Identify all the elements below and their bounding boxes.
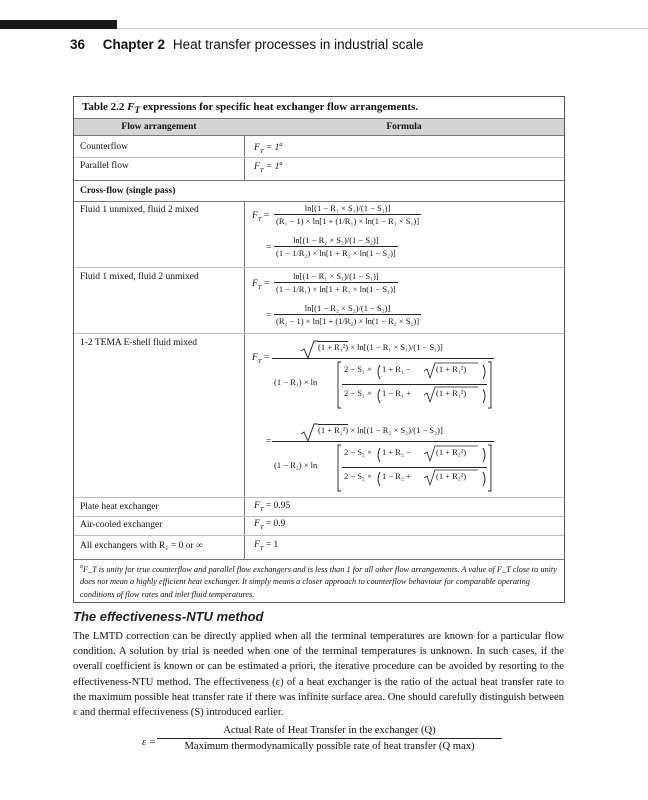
table-title-text: expressions for specific heat exchanger flow arrangements. [142,101,419,113]
ft-table [73,96,565,603]
effectiveness-symbol: ε = [142,737,156,748]
cross2-num2: ln[(1 − R₂ × S₂)/(1 − S₂)] [304,303,391,313]
tema-den2-top-root: (1 + R₂²) [436,447,467,457]
table-footnote: $^a$F_T is unity for true counterflow and parallel flow exchangers and is less than 1 for all other flow arrangements. A value of F_T close to unity does not mean a highly efficient heat exchanger. It simply means a closer approach to counterflow behaviour for comparable operating conditions of flow rates and inlet fluid temperatures. [80,564,557,599]
row-label-tema: 1-2 TEMA E-shell fluid mixed [80,338,197,348]
cross1-num2: ln[(1 − R₂ × S₂)/(1 − S₂)] [293,235,379,245]
row-divider [74,535,564,536]
row-label-plate: Plate heat exchanger [80,502,159,512]
cross2-ft-symbol: $F_T$ = [252,279,270,291]
cross1-den1: (R₁ − 1) × ln[1 + (1/R₁) × ln(1 − R₁ × S₁)] [276,216,420,226]
cross1-equals: = [266,243,272,253]
cross2-fraction-2 [274,303,421,326]
tema-den2-top-b: 1 + R₂ − [382,447,411,457]
cross2-num1: ln[(1 − R₁ × S₁)/(1 − S₁)] [293,271,379,281]
effectiveness-equation [157,725,502,752]
tema-den2-top-a: 2 − S₂ × [344,447,372,457]
row-divider [74,516,564,517]
section-title: The effectiveness-NTU method [73,609,264,624]
equation-denominator: Maximum thermodynamically possible rate of heat transfer (Q max) [157,738,502,752]
running-header [70,37,423,52]
page-number: 36 [70,37,86,52]
cross2-equals: = [266,311,272,321]
tema-den2-bot-b: 1 − R₂ + [382,471,411,481]
col-divider [244,201,245,559]
tema-ft-symbol: $F_T$ = [252,353,270,365]
cross2-den1: (1 − 1/R₁) × ln[1 + R₁ × ln(1 − S₁)] [276,284,396,294]
cross1-fraction-1 [274,203,421,226]
tema-den1-bot-a: 2 − S₁ × [344,388,372,398]
formula-plate: $F_T = 0.95$ [254,501,291,513]
row-divider [74,157,564,158]
row-divider [74,201,564,202]
row-divider [74,333,564,334]
row-divider [74,497,564,498]
cross1-num1: ln[(1 − R₁ × S₁)/(1 − S₁)] [304,203,391,213]
row-divider [74,180,564,181]
row-label-cross1: Fluid 1 unmixed, fluid 2 mixed [80,205,199,215]
formula-all: $F_T = 1$ [254,540,279,552]
tema-num1: (1 + R₁²) × ln[(1 − R₁ × S₁)/(1 − S₁)] [318,342,443,352]
formula-aircooled: $F_T = 0.9$ [254,519,286,531]
cross2-fraction-1 [274,271,398,294]
formula-parallel: $F_T = 1^a$ [254,160,283,175]
row-label-cross2: Fluid 1 mixed, fluid 2 unmixed [80,272,199,282]
table-number: Table 2.2 [82,101,125,113]
chapter-label: Chapter 2 [102,37,166,52]
table-header-row [74,118,564,136]
tema-den1-bot-b: 1 − R₁ + [382,388,411,398]
sqrt-symbol [300,423,318,443]
cross2-den2: (R₂ − 1) × ln[1 + (1/R₂) × ln(1 − R₂ × S₂)] [276,316,420,326]
tema-den2-bot-a: 2 − S₂ × [344,471,372,481]
tema-den1-prefix: (1 − R₁) × ln [274,377,318,387]
row-divider [74,267,564,268]
row-label-parallel: Parallel flow [80,161,129,171]
tema-den1-top-b: 1 + R₁ − [382,364,411,374]
header-accent-bar [0,20,117,29]
tema-den1-top-a: 2 − S₁ × [344,364,372,374]
tema-den2-prefix: (1 − R₂) × ln [274,460,318,470]
sqrt-symbol [300,340,318,360]
tema-den1-bot-root: (1 + R₁²) [436,388,467,398]
tema-den2-bot-root: (1 + R₂²) [436,471,467,481]
table-title-symbol: $F_T$ [127,101,141,116]
tema-equals: = [266,437,272,447]
tema-fraction-bar-1 [272,358,494,359]
row-divider [74,559,564,560]
cross1-ft-symbol: $F_T$ = [252,211,270,223]
col-header-formula: Formula [386,122,422,132]
row-label-counterflow: Counterflow [80,142,129,152]
cross1-den2: (1 − 1/R₂) × ln[1 + R₂ × ln(1 − S₂)] [276,248,396,258]
body-paragraph: The LMTD correction can be directly applied when all the terminal temperatures are known for a particular flow condition. A solution by trial is needed when one of the terminal temperatures is unknown. In such cases, if the overall coefficient is known or can be estimated a priori, the iterative procedure can be avoided by resorting to the effectiveness-NTU method. The effectiveness (ε) of a heat exchanger is the ratio of the actual heat transfer rate to the maximum possible heat transfer rate if there was infinite surface area. One should carefully distinguish between ε and thermal effectiveness (S) introduced earlier. [73,631,564,719]
tema-den1-top-root: (1 + R₁²) [436,364,467,374]
equation-numerator: Actual Rate of Heat Transfer in the exchanger (Q) [223,725,436,736]
col-header-arrangement: Flow arrangement [121,122,197,132]
cross1-fraction-2 [274,235,398,258]
row-label-all: All exchangers with R₁ = 0 or ∞ [80,541,203,551]
tema-fraction-bar-2 [272,441,494,442]
chapter-title: Heat transfer processes in industrial scale [172,37,424,52]
row-label-aircooled: Air-cooled exchanger [80,520,163,530]
crossflow-heading: Cross-flow (single pass) [80,186,176,196]
formula-counterflow: $F_T = 1^a$ [254,141,283,156]
header-rule [117,28,648,29]
table-title [82,101,418,115]
tema-num2: (1 + R₂²) × ln[(1 − R₂ × S₂)/(1 − S₂)] [318,425,443,435]
